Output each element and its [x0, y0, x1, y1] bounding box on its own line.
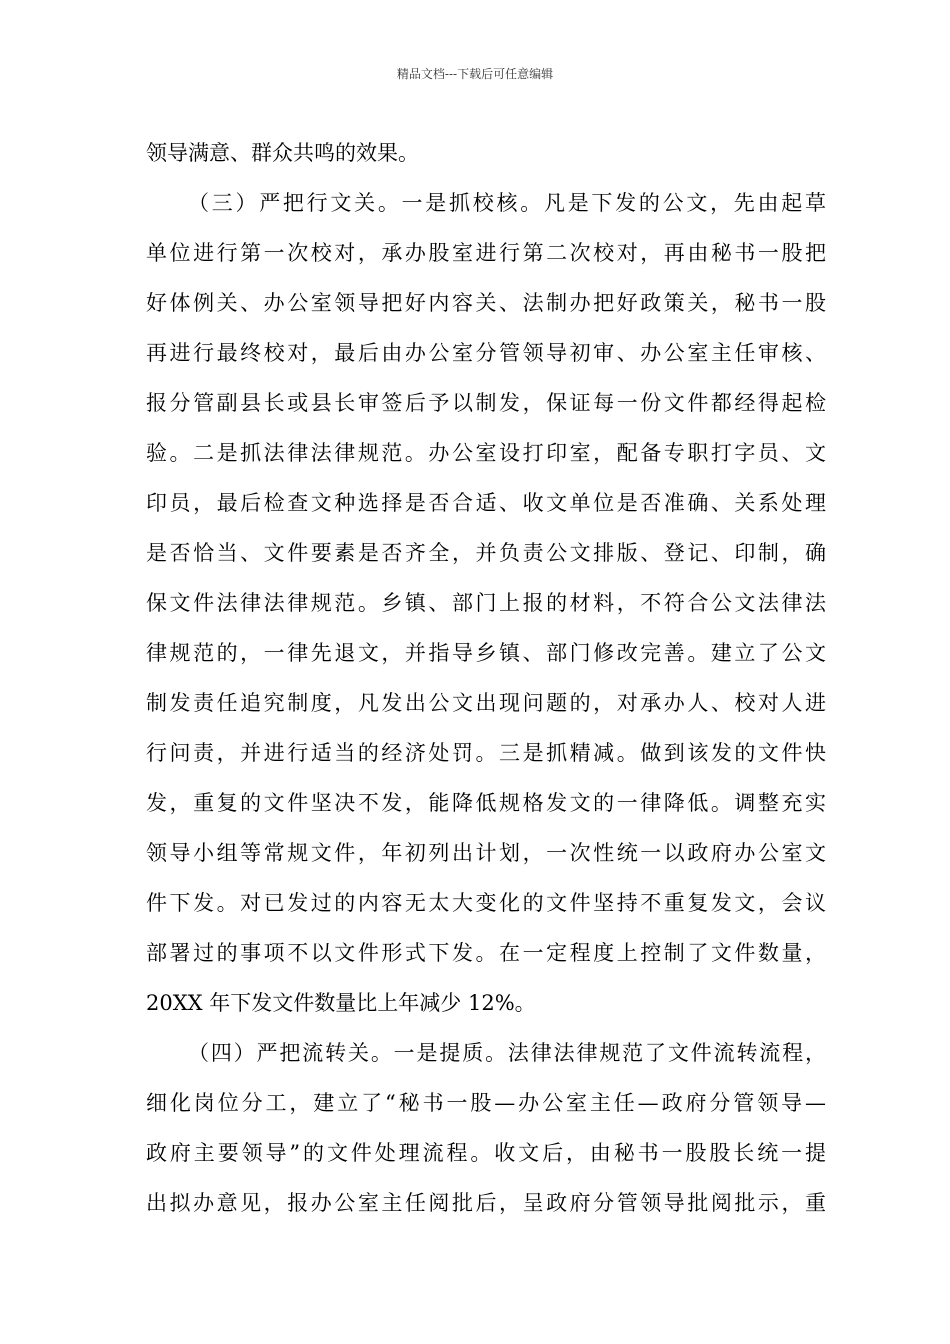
text-line: 律规范的，一律先退文，并指导乡镇、部门修改完善。建立了公文 [146, 641, 826, 665]
text-line: 行问责，并进行适当的经济处罚。三是抓精减。做到该发的文件快 [146, 741, 826, 765]
text-line: 发，重复的文件坚决不发，能降低规格发文的一律降低。调整充实 [146, 791, 826, 815]
text-line: 出拟办意见，报办公室主任阅批后，呈政府分管领导批阅批示，重 [146, 1191, 826, 1215]
text-line: 单位进行第一次校对，承办股室进行第二次校对，再由秘书一股把 [146, 241, 826, 265]
text-line: 制发责任追究制度，凡发出公文出现问题的，对承办人、校对人进 [146, 691, 826, 715]
text-line: （三）严把行文关。一是抓校核。凡是下发的公文，先由起草 [188, 191, 826, 215]
text-line: 领导满意、群众共鸣的效果。 [146, 141, 419, 165]
text-line: 验。二是抓法律法律规范。办公室设打印室，配备专职打字员、文 [146, 441, 826, 465]
text-line: （四）严把流转关。一是提质。法律法律规范了文件流转流程， [188, 1041, 826, 1065]
text-line: 细化岗位分工，建立了“秘书一股—办公室主任—政府分管领导— [146, 1091, 826, 1115]
text-line: 再进行最终校对，最后由办公室分管领导初审、办公室主任审核、 [146, 341, 826, 365]
text-line: 20XX 年下发文件数量比上年减少 12%。 [146, 991, 536, 1015]
text-line: 是否恰当、文件要素是否齐全，并负责公文排版、登记、印制，确 [146, 541, 826, 565]
text-line: 领导小组等常规文件，年初列出计划，一次性统一以政府办公室文 [146, 841, 826, 865]
text-line: 报分管副县长或县长审签后予以制发，保证每一份文件都经得起检 [146, 391, 826, 415]
text-line: 部署过的事项不以文件形式下发。在一定程度上控制了文件数量， [146, 941, 826, 965]
document-body [146, 128, 826, 1228]
text-line: 好体例关、办公室领导把好内容关、法制办把好政策关，秘书一股 [146, 291, 826, 315]
text-line: 件下发。对已发过的内容无太大变化的文件坚持不重复发文，会议 [146, 891, 826, 915]
page-header: 精品文档---下载后可任意编辑 [396, 67, 554, 81]
text-line: 印员，最后检查文种选择是否合适、收文单位是否准确、关系处理 [146, 491, 826, 515]
text-line: 政府主要领导”的文件处理流程。收文后，由秘书一股股长统一提 [146, 1141, 826, 1165]
text-line: 保文件法律法律规范。乡镇、部门上报的材料，不符合公文法律法 [146, 591, 826, 615]
